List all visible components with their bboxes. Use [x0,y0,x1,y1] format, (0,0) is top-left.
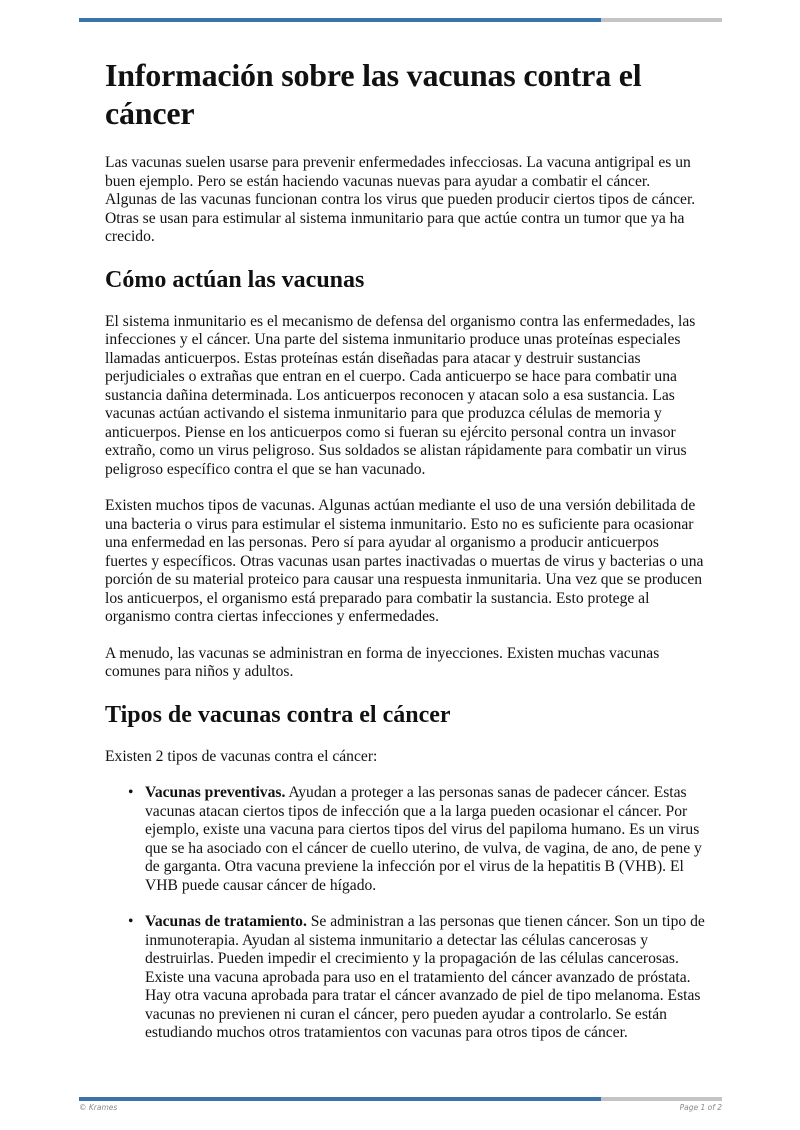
header-rule-accent [79,18,601,22]
section-heading-vaccine-types: Tipos de vacunas contra el cáncer [105,701,451,728]
section-paragraph: El sistema inmunitario es el mecanismo de defensa del organismo contra las enfermedades, las infecciones y el cáncer. Una parte del sistema inmunitario produce unas proteínas especiales llamadas anticuerpos. Estas proteínas están diseñadas para atacar y destruir sustancias perjudiciales o extrañas que entran en el cuerpo. Cada anticuerpo se hace para combatir una sustancia dañina determinada. Los anticuerpos reconocen y atacan solo a esa sustancia. Las vacunas actúan activando el sistema inmunitario para que produzca células de memoria y anticuerpos. Piense en los anticuerpos como si fueran su ejército personal contra un invasor extraño, como un virus peligroso. Sus soldados se alistan rápidamente para combatir un virus peligroso específico contra el que se han vacunado. [105,312,696,478]
section-paragraph: Existen muchos tipos de vacunas. Algunas actúan mediante el uso de una versión debilitada de una bacteria o virus para estimular el sistema inmunitario. Esto no es suficiente para ocasionar una enfermedad en las personas. Pero sí para ayudar al organismo a producir anticuerpos fuertes y específicos. Otras vacunas usan partes inactivadas o muertas de virus y bacterias o una porción de su material proteico para causar una respuesta inmunitaria. Una vez que se producen los anticuerpos, el organismo está preparado para combatir la sustancia. Esto protege al organismo contra ciertas infecciones y enfermedades. [105,497,704,625]
list-item-treatment [128,913,705,1043]
intro-paragraph: Las vacunas suelen usarse para prevenir enfermedades infecciosas. La vacuna antigripal es un buen ejemplo. Pero se están haciendo vacunas nuevas para ayudar a combatir el cáncer. Algunas de las vacunas funcionan contra los virus que pueden producir ciertos tipos de cáncer. Otras se usan para estimular al sistema inmunitario para que actúe contra un tumor que ya ha crecido. [105,154,696,245]
bullet-icon: • [128,913,134,930]
list-item-text: Se administran a las personas que tienen cáncer. Son un tipo de inmunoterapia. Ayudan al sistema inmunitario a detectar las células cancerosas y destruirlas. Pueden impedir el crecimiento y la propagación de las células cancerosas. Existe una vacuna aprobada para uso en el tratamiento del cáncer avanzado de próstata. Hay otra vacuna aprobada para tratar el cáncer avanzado de piel de tipo melanoma. Estas vacunas no previenen ni curan el cáncer, pero pueden ayudar a controlarlo. Se están estudiando muchos otros tratamientos con vacunas para otros tipos de cáncer. [145,913,705,1041]
section-paragraph: Existen 2 tipos de vacunas contra el cáncer: [105,747,378,765]
footer-copyright: © Krames [79,1103,118,1112]
list-item-preventive [128,784,705,895]
header-rule-secondary [601,18,722,22]
vaccine-types-list [105,784,705,1043]
footer-page-number: Page 1 of 2 [679,1103,722,1112]
footer-rule-secondary [601,1097,722,1101]
list-item-term: Vacunas preventivas. [145,784,286,801]
footer-rule [79,1097,722,1101]
header-rule [79,18,722,22]
list-item-term: Vacunas de tratamiento. [145,913,307,930]
footer-rule-accent [79,1097,601,1101]
section-paragraph: A menudo, las vacunas se administran en forma de inyecciones. Existen muchas vacunas comunes para niños y adultos. [105,644,660,680]
section-heading-how-vaccines-work: Cómo actúan las vacunas [105,266,365,293]
document-body [105,56,705,1061]
page-title: Información sobre las vacunas contra el cáncer [105,57,642,131]
bullet-icon: • [128,784,134,801]
list-item-text: Ayudan a proteger a las personas sanas de padecer cáncer. Estas vacunas atacan ciertos tipos de infección que a la larga pueden ocasionar el cáncer. Por ejemplo, existe una vacuna para ciertos tipos del virus del papiloma humano. Es un virus que se ha asociado con el cáncer de cuello uterino, de vulva, de vagina, de ano, de pene y de garganta. Otra vacuna previene la infección por el virus de la hepatitis B (VHB). El VHB puede causar cáncer de hígado. [145,784,702,894]
